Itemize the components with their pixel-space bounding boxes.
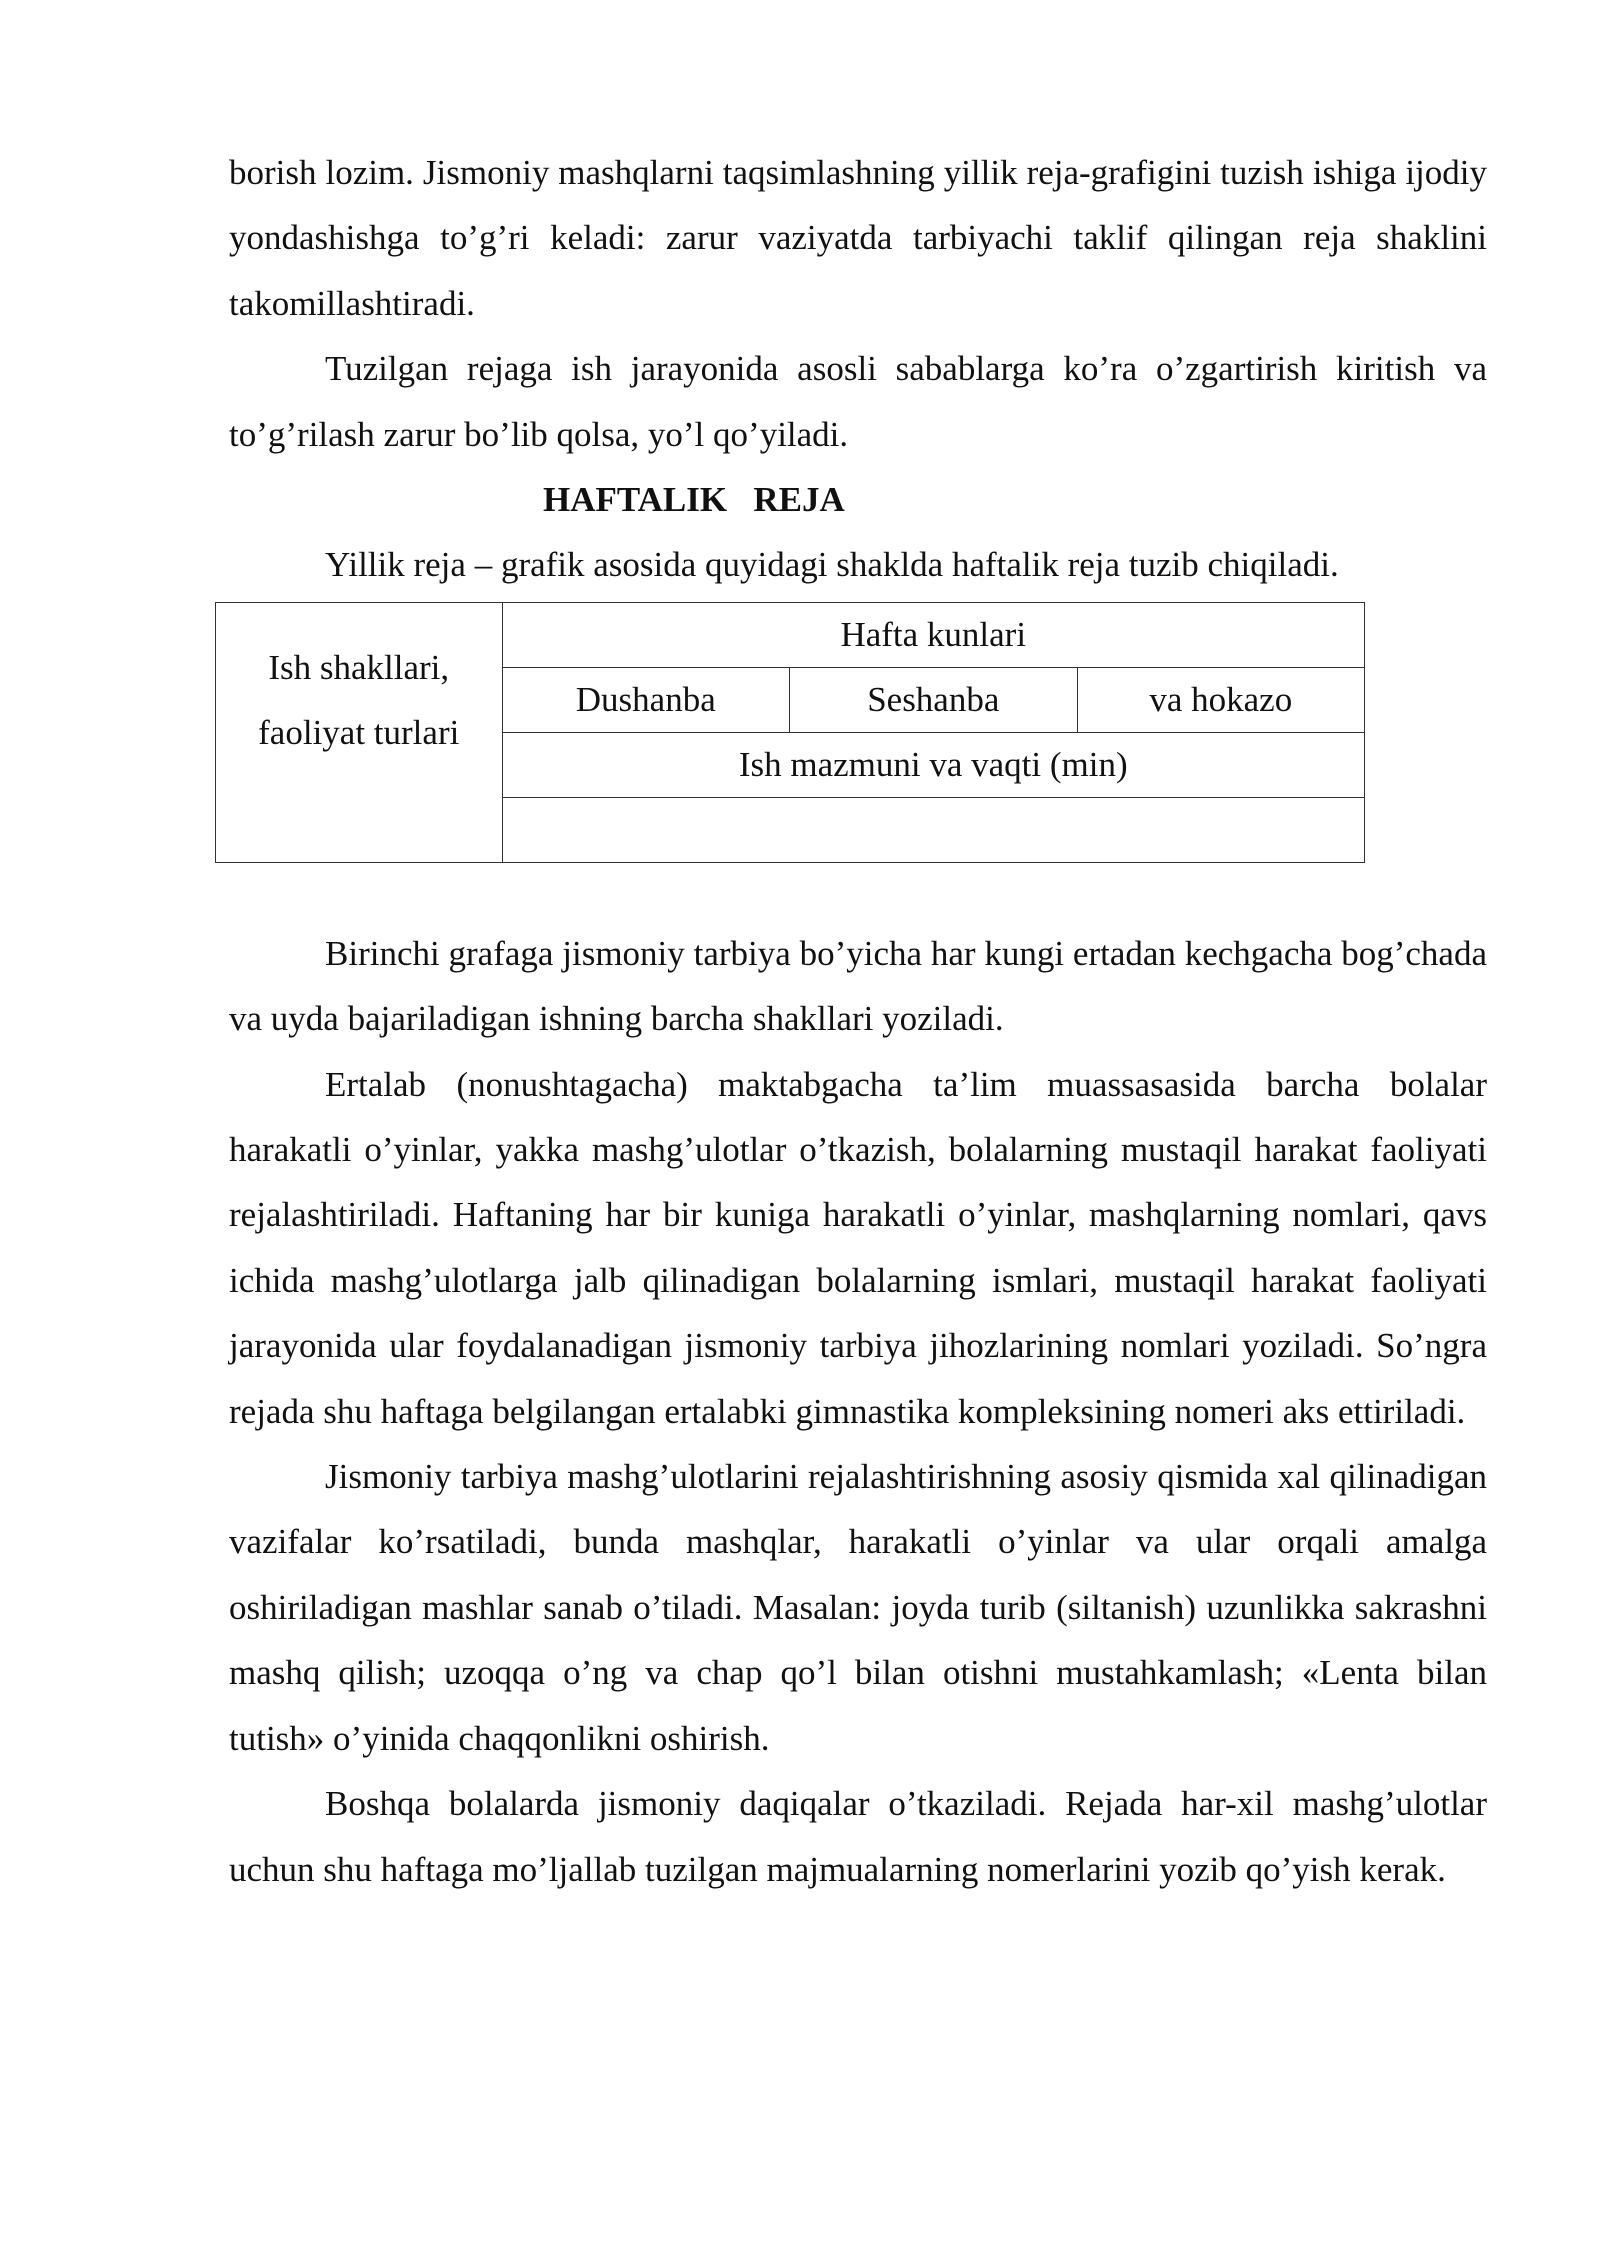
paragraph-continuation: borish lozim. Jismoniy mashqlarni taqsimlashning yillik reja-grafigini tuzish ishiga ijodiy yondashishga to’g’ri keladi: zarur vaziyatda tarbiyachi taklif qilingan reja shaklini takomillashtiradi. [229, 153, 1487, 323]
paragraph-birinchi-grafa: Birinchi grafaga jismoniy tarbiya bo’yicha har kungi ertadan kechgacha bog’chada va uyda bajariladigan ishning barcha shakllari yoziladi. [229, 933, 1487, 1039]
table-header-day-1: Dushanba [502, 667, 790, 732]
table-header-ish-shakllari [216, 602, 503, 862]
table-header-content: Ish mazmuni va vaqti (min) [502, 732, 1365, 797]
paragraph-reja-changes: Tuzilgan rejaga ish jarayonida asosli sabablarga ko’ra o’zgartirish kiritish va to’g’rilash zarur bo’lib qolsa, yo’l qo’yiladi. [229, 349, 1487, 454]
table-header-day-2: Seshanba [790, 667, 1078, 732]
document-page [229, 140, 1487, 1902]
table-empty-cell [502, 797, 1365, 862]
paragraph-boshqa-bolalar: Boshqa bolalarda jismoniy daqiqalar o’tkaziladi. Rejada har-xil mashg’ulotlar uchun shu haftaga mo’ljallab tuzilgan majmualarning nomerlarini yozib qo’yish kerak. [229, 1784, 1487, 1889]
paragraph-mashgulot-rejasi: Jismoniy tarbiya mashg’ulotlarini rejalashtirishning asosiy qismida xal qilinadigan vazifalar ko’rsatiladi, bunda mashqlar, harakatli o’yinlar va ular orqali amalga oshiriladigan mashlar sanab o’tiladi. Masalan: joyda turib (siltanish) uzunlikka sakrashni mashq qilish; uzoqqa o’ng va chap qo’l bilan otishni mustahkamlash; «Lenta bilan tutish» o’yinida chaqqonlikni oshirish. [229, 1457, 1487, 1758]
table-header-line: faoliyat turlari [258, 712, 460, 752]
weekly-plan-table [215, 602, 1365, 863]
section-heading: HAFTALIK REJA [543, 480, 845, 520]
table-header-day-etc: va hokazo [1077, 667, 1364, 732]
table-row [216, 602, 1365, 667]
table-header-line: Ish shakllari, [268, 647, 450, 687]
paragraph-ertalab: Ertalab (nonushtagacha) maktabgacha ta’lim muassasasida barcha bolalar harakatli o’yinlar, yakka mashg’ulotlar o’tkazish, bolalarning mustaqil harakat faoliyati rejalashtiriladi. Haftaning har bir kuniga harakatli o’yinlar, mashqlarning nomlari, qavs ichida mashg’ulotlarga jalb qilinadigan bolalarning ismlari, mustaqil harakat faoliyati jarayonida ular foydalanadigan jismoniy tarbiya jihozlarining nomlari yoziladi. So’ngra rejada shu haftaga belgilangan ertalabki gimnastika kompleksining nomeri aks ettiriladi. [229, 1064, 1487, 1431]
table-header-week-days: Hafta kunlari [502, 602, 1365, 667]
table-intro: Yillik reja – grafik asosida quyidagi shaklda haftalik reja tuzib chiqiladi. [325, 545, 1339, 585]
